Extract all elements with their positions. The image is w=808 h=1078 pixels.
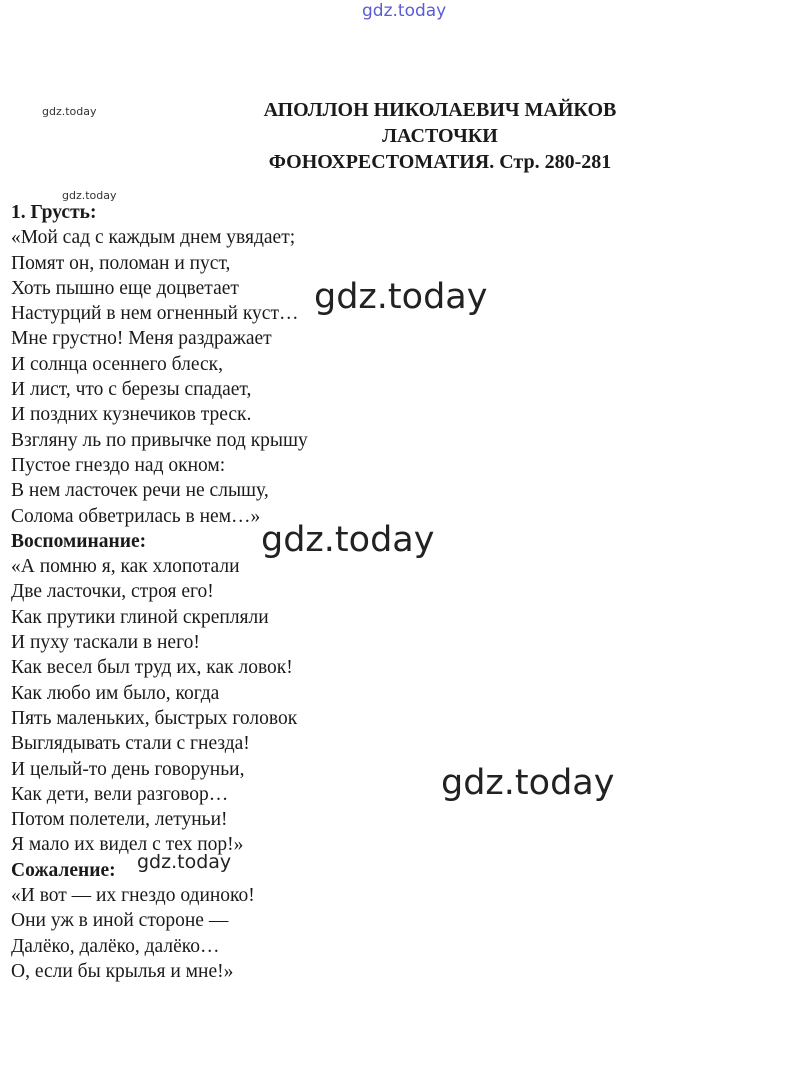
poem-line: Пять маленьких, быстрых головок [11,707,298,729]
poem-line: Как прутики глиной скрепляли [11,606,269,628]
poem-line: И лист, что с березы спадает, [11,379,252,401]
poem-line: Потом полетели, летуньи! [11,809,228,831]
poem-line: И солнца осеннего блеск, [11,353,223,375]
watermark-large: gdz.today [314,277,488,317]
poem-line: Пустое гнездо над окном: [11,454,226,476]
poem-line: Солома обветрилась в нем…» [11,505,261,527]
source-reference: ФОНОХРЕСТОМАТИЯ. Стр. 280-281 [268,151,612,173]
poem-line: Помят он, поломан и пуст, [11,252,231,274]
watermark-large: gdz.today [261,520,435,560]
poem-line: Две ласточки, строя его! [11,581,214,603]
poem-line: Хоть пышно еще доцветает [11,277,239,299]
watermark-top: gdz.today [362,1,447,21]
poem-line: Далёко, далёко, далёко… [11,935,220,957]
section-heading-grust: 1. Грусть: [11,202,97,223]
poem-line: Взгляну ль по привычке под крышу [11,429,308,451]
poem-line: В нем ласточек речи не слышу, [11,480,269,502]
poem-title: ЛАСТОЧКИ [382,125,498,147]
section-heading-vospominanie: Воспоминание: [11,530,147,552]
poem-line: Настурций в нем огненный куст… [11,303,299,325]
poem-line: Мне грустно! Меня раздражает [11,328,272,350]
poem-text [11,200,791,984]
poem-line: «Мой сад с каждым днем увядает; [11,227,296,249]
section-heading-sozhalenie: Сожаление: [11,859,116,881]
poem-line: О, если бы крылья и мне!» [11,960,234,982]
watermark-medium: gdz.today [137,851,232,873]
document-header [200,97,680,175]
poem-line: «А помню я, как хлопотали [11,556,240,578]
poem-line: Как весел был труд их, как ловок! [11,657,293,679]
poem-line: Выглядывать стали с гнезда! [11,733,250,755]
poem-line: И поздних кузнечиков треск. [11,404,252,426]
watermark-small: gdz.today [42,105,97,118]
author-name: АПОЛЛОН НИКОЛАЕВИЧ МАЙКОВ [263,99,617,121]
poem-line: Они уж в иной стороне — [11,910,229,932]
poem-line: Я мало их видел с тех пор!» [11,834,244,856]
watermark-large: gdz.today [441,763,615,803]
poem-line: И целый-то день говоруньи, [11,758,245,780]
poem-line: «И вот — их гнездо одиноко! [11,885,255,907]
watermark-small: gdz.today [62,189,117,202]
poem-line: И пуху таскали в него! [11,632,200,654]
poem-line: Как дети, вели разговор… [11,783,229,805]
poem-line: Как любо им было, когда [11,682,220,704]
